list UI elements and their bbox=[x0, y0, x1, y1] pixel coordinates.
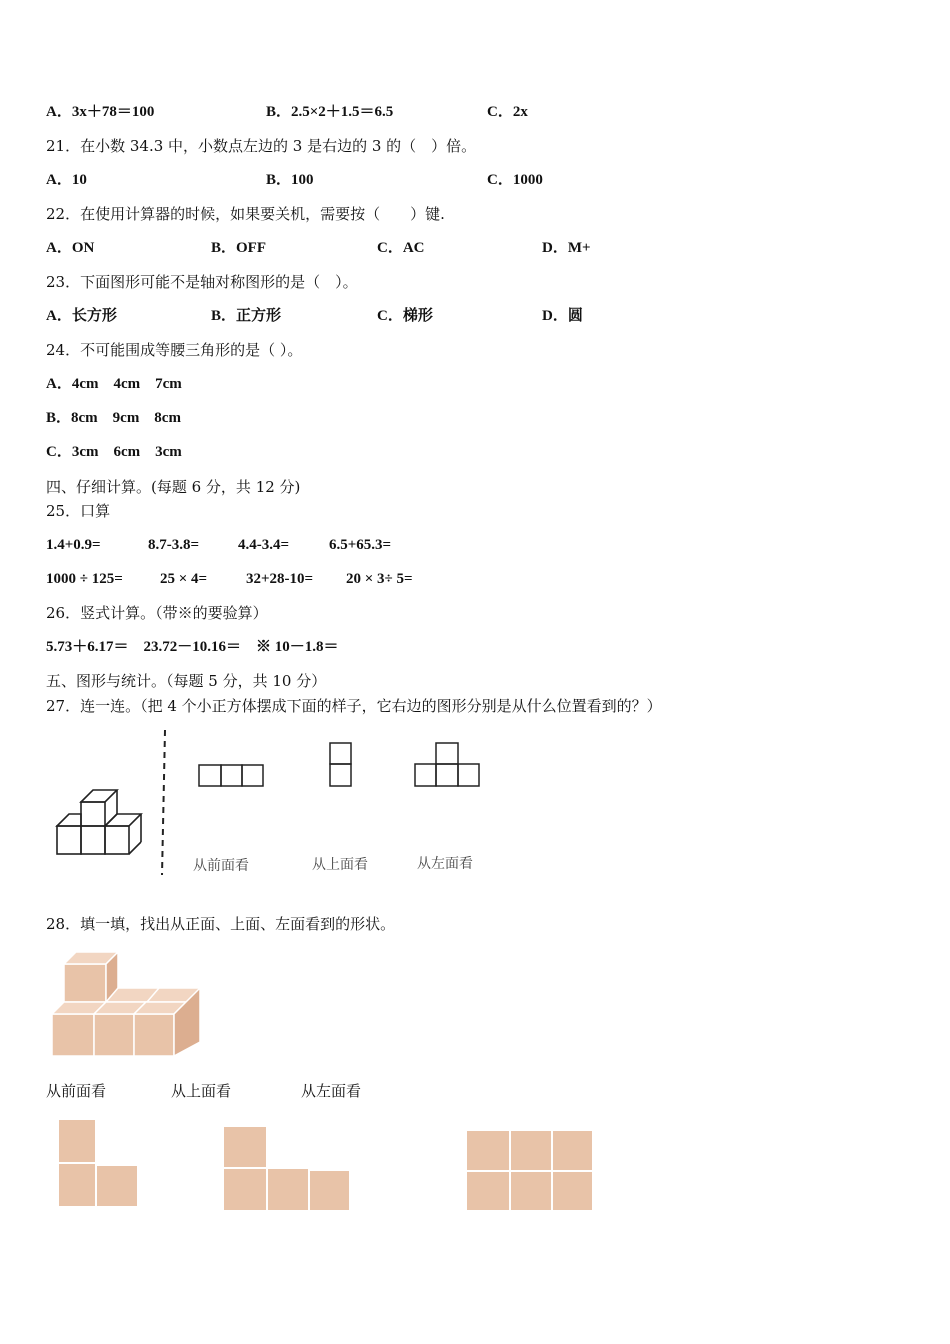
q27-label-front[interactable]: 从前面看 bbox=[193, 858, 249, 874]
q27-label-top[interactable]: 从上面看 bbox=[312, 857, 368, 873]
q22-option-a[interactable]: A．ON bbox=[46, 240, 95, 256]
q25-item: 1.4+0.9= bbox=[46, 537, 101, 553]
q27-cube-figure bbox=[54, 788, 150, 860]
q28-label-left: 从左面看 bbox=[301, 1082, 362, 1100]
q27-stem: 27．连一连。（把 4 个小正方体摆成下面的样子，它右边的图形分别是从什么位置看到的？） bbox=[46, 697, 662, 715]
q28-label-top: 从上面看 bbox=[171, 1082, 232, 1100]
section-4-heading: 四、仔细计算。(每题 6 分，共 12 分) bbox=[46, 478, 301, 496]
q23-option-a[interactable]: A．长方形 bbox=[46, 308, 117, 324]
q20-option-a[interactable]: A．3x＋78＝100 bbox=[46, 104, 155, 120]
q22-option-d[interactable]: D．M+ bbox=[542, 240, 591, 256]
q22-option-b[interactable]: B．OFF bbox=[211, 240, 266, 256]
q20-option-b[interactable]: B．2.5×2＋1.5＝6.5 bbox=[266, 104, 394, 120]
q21-stem: 21．在小数 34.3 中，小数点左边的 3 是右边的 3 的（ ）倍。 bbox=[46, 137, 477, 155]
q24-option-a[interactable]: A．4cm 4cm 7cm bbox=[46, 376, 182, 392]
q26-items: 5.73＋6.17＝ 23.72－10.16＝ ※ 10－1.8＝ bbox=[46, 639, 339, 655]
q26-stem: 26．竖式计算。（带※的要验算） bbox=[46, 604, 268, 622]
q22-option-c[interactable]: C．AC bbox=[377, 240, 425, 256]
q23-option-b[interactable]: B．正方形 bbox=[211, 308, 282, 324]
q27-view-option-2[interactable] bbox=[329, 742, 353, 788]
q24-stem: 24．不可能围成等腰三角形的是（ ）。 bbox=[46, 341, 303, 359]
q25-item: 20 × 3÷ 5= bbox=[346, 571, 413, 587]
q28-stem: 28．填一填，找出从正面、上面、左面看到的形状。 bbox=[46, 915, 396, 933]
q25-item: 25 × 4= bbox=[160, 571, 208, 587]
q27-label-left[interactable]: 从左面看 bbox=[417, 856, 473, 872]
q20-option-c[interactable]: C．2x bbox=[487, 104, 528, 120]
q25-item: 6.5+65.3= bbox=[329, 537, 392, 553]
q25-stem: 25．口算 bbox=[46, 502, 111, 520]
q23-option-c[interactable]: C．梯形 bbox=[377, 308, 433, 324]
q28-view-shape-1[interactable] bbox=[56, 1117, 142, 1211]
q21-option-c[interactable]: C．1000 bbox=[487, 172, 543, 188]
q22-stem: 22．在使用计算器的时候，如果要关机，需要按（ ）键. bbox=[46, 205, 445, 223]
q25-item: 1000 ÷ 125= bbox=[46, 571, 123, 587]
q28-view-shape-3[interactable] bbox=[465, 1129, 595, 1213]
q24-option-c[interactable]: C．3cm 6cm 3cm bbox=[46, 444, 182, 460]
section-5-heading: 五、图形与统计。（每题 5 分，共 10 分） bbox=[46, 672, 327, 690]
q21-option-b[interactable]: B．100 bbox=[266, 172, 314, 188]
q25-item: 8.7-3.8= bbox=[148, 537, 200, 553]
q23-stem: 23．下面图形可能不是轴对称图形的是（ ）。 bbox=[46, 273, 358, 291]
q27-view-option-1[interactable] bbox=[198, 764, 266, 788]
q23-option-d[interactable]: D．圆 bbox=[542, 308, 583, 324]
q28-view-shape-2[interactable] bbox=[222, 1125, 352, 1213]
q24-option-b[interactable]: B．8cm 9cm 8cm bbox=[46, 410, 181, 426]
q25-item: 32+28-10= bbox=[246, 571, 314, 587]
q21-option-a[interactable]: A．10 bbox=[46, 172, 87, 188]
q27-dashed-divider bbox=[160, 730, 168, 875]
q25-item: 4.4-3.4= bbox=[238, 537, 290, 553]
q28-label-front: 从前面看 bbox=[46, 1082, 107, 1100]
q27-view-option-3[interactable] bbox=[414, 742, 482, 788]
q28-cube-figure bbox=[50, 948, 204, 1058]
